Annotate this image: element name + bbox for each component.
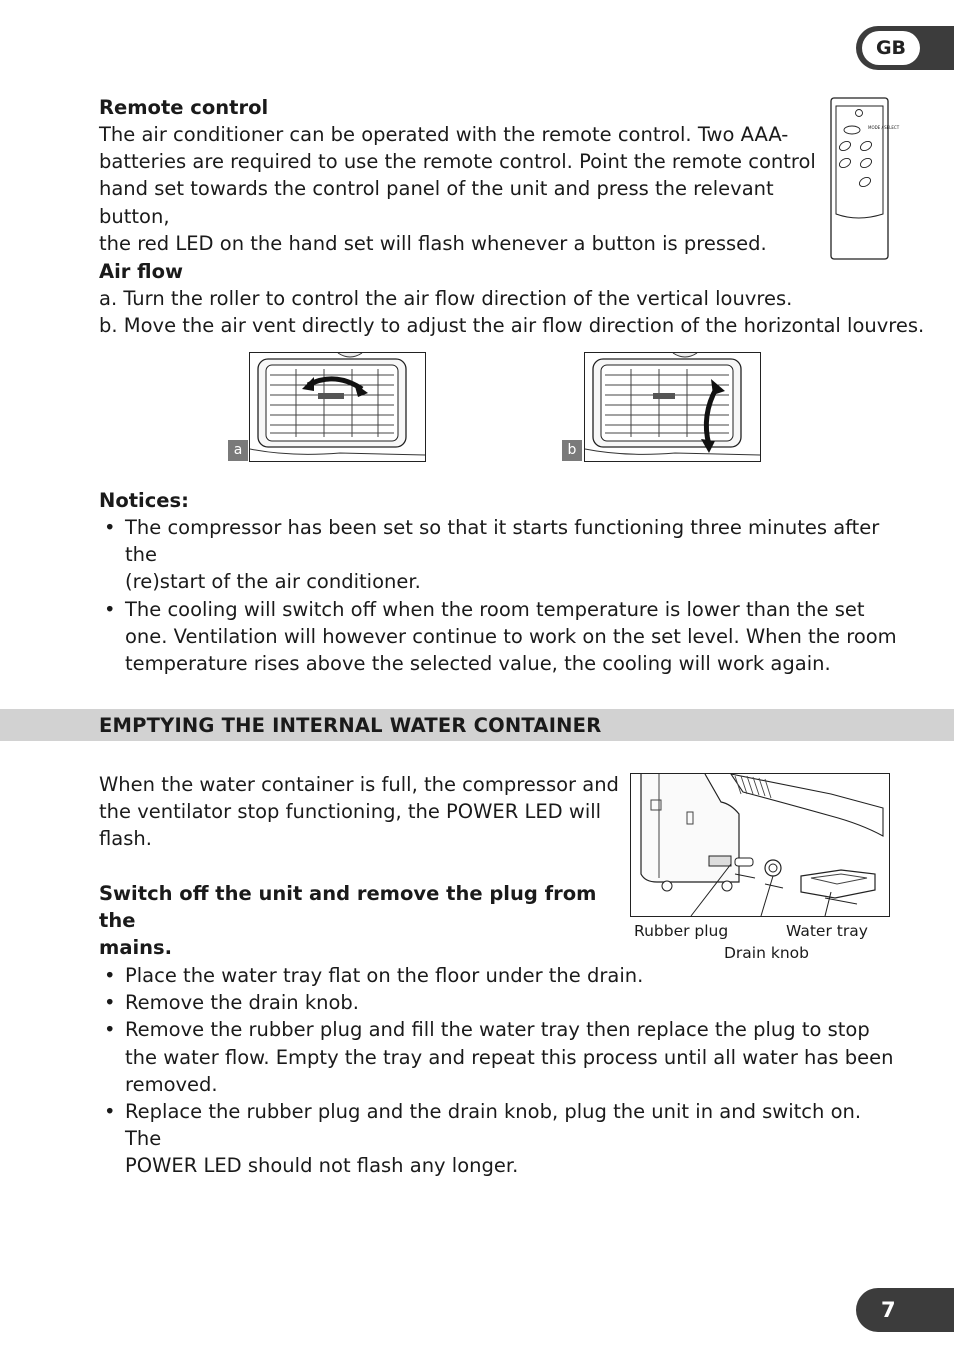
emptying-steps-list [99,962,899,1180]
notices-list [99,514,899,677]
text-line: the water flow. Empty the tray and repeat this process until all water has been [125,1045,894,1069]
text-line: • The compressor has been set so that it starts functioning three minutes after the [125,516,880,567]
text-line: the red LED on the hand set will flash whenever a button is pressed. [99,231,767,255]
text-line: (re)start of the air conditioner. [125,570,421,594]
list-item [99,962,899,989]
page-number: 7 [856,1288,954,1332]
air-flow-heading: Air flow [99,260,184,283]
water-tray-caption: Water tray [786,922,868,940]
remote-control-illustration [828,96,900,262]
list-item [99,1098,899,1180]
text-line: one. Ventilation will however continue to work on the set level. When the room [125,624,897,648]
drain-knob-caption: Drain knob [724,944,809,962]
air-flow-item-a: a. Turn the roller to control the air flow direction of the vertical louvres. [99,287,793,310]
air-vent-figure-a [249,352,426,462]
text-line: removed. [125,1072,218,1096]
figure-b-label: b [562,440,582,461]
remote-control-heading: Remote control [99,96,269,119]
emptying-intro [99,771,619,853]
notices-heading: Notices: [99,489,189,512]
text-line: batteries are required to use the remote control. Point the remote control [99,150,816,174]
text-line: hand set towards the control panel of the unit and press the relevant button, [99,177,774,228]
air-flow-item-b: b. Move the air vent directly to adjust the air flow direction of the horizontal louvres. [99,314,925,337]
list-item [99,989,899,1016]
text-line: • Remove the drain knob. [125,991,360,1015]
text-line: POWER LED should not flash any longer. [125,1154,519,1178]
text-line: The air conditioner can be operated with the remote control. Two AAA- [99,123,789,146]
remote-control-text [99,121,829,257]
text-line: the ventilator stop functioning, the POWER LED will [99,800,602,824]
text-line: When the water container is full, the compressor and [99,773,619,796]
text-line: mains. [99,936,173,960]
figure-a-label: a [228,440,248,461]
air-vent-figure-b [584,352,761,462]
list-item [99,1016,899,1098]
text-line: • Place the water tray flat on the floor under the drain. [125,964,644,987]
unplug-warning [99,880,619,962]
text-line: flash. [99,827,152,851]
text-line: temperature rises above the selected value, the cooling will work again. [125,652,831,676]
remote-button-label: MODE / SELECT [868,125,900,130]
text-line: Switch off the unit and remove the plug from the [99,882,597,933]
language-label: GB [862,31,920,65]
text-line: • Remove the rubber plug and fill the water tray then replace the plug to stop [125,1018,870,1042]
list-item [99,596,899,678]
text-line: • Replace the rubber plug and the drain knob, plug the unit in and switch on. The [125,1100,862,1151]
section-title: EMPTYING THE INTERNAL WATER CONTAINER [99,714,602,737]
drain-illustration [630,773,890,917]
list-item [99,514,899,596]
rubber-plug-caption: Rubber plug [634,922,729,940]
text-line: • The cooling will switch off when the room temperature is lower than the set [125,597,865,621]
